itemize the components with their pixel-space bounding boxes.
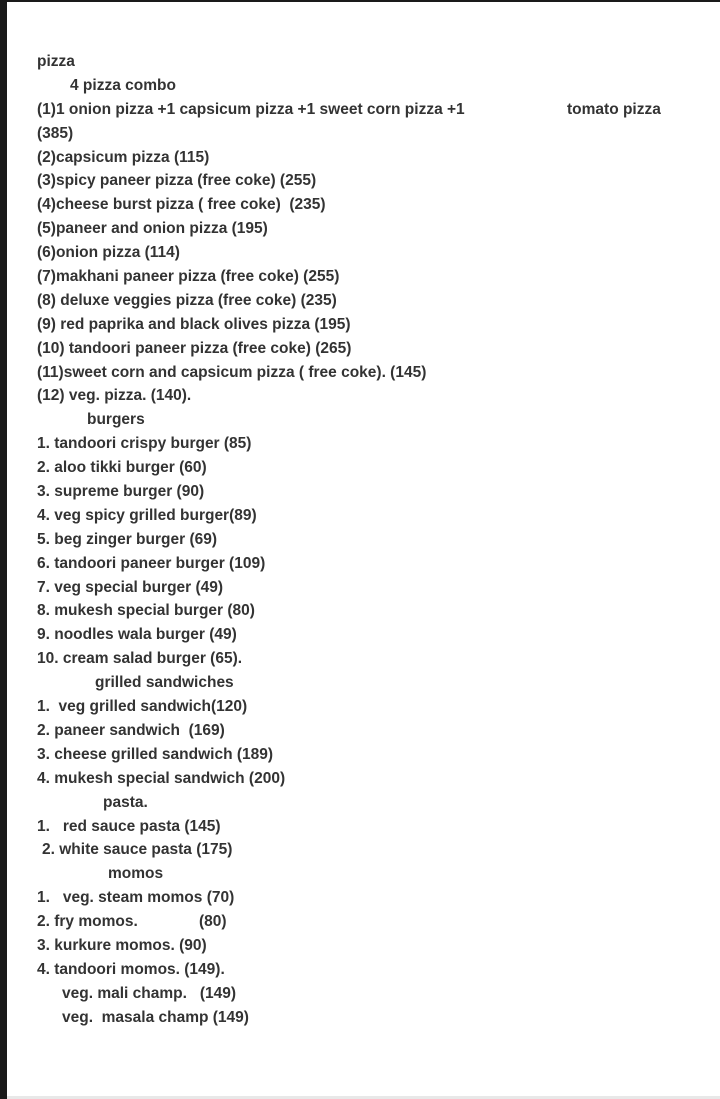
menu-item: 5. beg zinger burger (69) xyxy=(37,530,218,548)
menu-item: 9. noodles wala burger (49) xyxy=(37,626,237,644)
menu-item: (2)capsicum pizza (115) xyxy=(37,148,210,166)
menu-item: (9) red paprika and black olives pizza (195) xyxy=(37,315,351,333)
menu-item: 6. tandoori paneer burger (109) xyxy=(37,554,266,572)
subheading-pizza-combo: 4 pizza combo xyxy=(70,76,176,94)
menu-item: 1. veg grilled sandwich(120) xyxy=(37,698,248,716)
menu-item: 2. white sauce pasta (175) xyxy=(42,841,233,859)
menu-item: 1. red sauce pasta (145) xyxy=(37,817,221,835)
menu-item: 4. mukesh special sandwich (200) xyxy=(37,769,286,787)
menu-item: 2. fry momos. (80) xyxy=(0,910,720,934)
menu-item: (3)spicy paneer pizza (free coke) (255) xyxy=(37,172,317,190)
menu-item: (6)onion pizza (114) xyxy=(37,244,180,262)
menu-item: (10) tandoori paneer pizza (free coke) (265) xyxy=(37,339,352,357)
menu-item: 10. cream salad burger (65). xyxy=(37,650,243,668)
menu-item: 4. veg spicy grilled burger(89) xyxy=(37,506,257,524)
section-heading-momos: momos xyxy=(108,865,164,883)
menu-item: 3. supreme burger (90) xyxy=(37,483,205,501)
menu-item: 3. cheese grilled sandwich (189) xyxy=(37,745,274,763)
menu-item: (4)cheese burst pizza ( free coke) (235) xyxy=(37,196,326,214)
menu-item: 7. veg special burger (49) xyxy=(37,578,224,596)
section-heading-pasta: pasta. xyxy=(103,793,148,811)
menu-item: 3. kurkure momos. (90) xyxy=(37,936,207,954)
menu-item: (1)1 onion pizza +1 capsicum pizza +1 sweet corn pizza +1 tomato pizza xyxy=(0,98,720,122)
menu-item-price: (80) xyxy=(199,913,227,931)
menu-item: 4. tandoori momos. (149). xyxy=(37,960,225,978)
menu-item: 2. aloo tikki burger (60) xyxy=(37,459,207,477)
menu-item: 8. mukesh special burger (80) xyxy=(37,602,255,620)
menu-item: (5)paneer and onion pizza (195) xyxy=(37,220,268,238)
window-top-edge xyxy=(0,0,720,2)
menu-item: (8) deluxe veggies pizza (free coke) (235) xyxy=(37,291,337,309)
menu-item: (7)makhani paneer pizza (free coke) (255) xyxy=(37,268,340,286)
menu-item: (12) veg. pizza. (140). xyxy=(37,387,192,405)
menu-document xyxy=(0,50,720,1030)
section-heading-sandwiches: grilled sandwiches xyxy=(95,674,234,692)
menu-item-continuation: tomato pizza xyxy=(567,100,661,118)
menu-item: (11)sweet corn and capsicum pizza ( free coke). (145) xyxy=(37,363,427,381)
menu-item-price: (385) xyxy=(37,124,74,142)
section-heading-pizza: pizza xyxy=(37,53,75,70)
menu-item: 2. paneer sandwich (169) xyxy=(37,721,225,739)
menu-item: veg. mali champ. (149) xyxy=(62,984,237,1002)
menu-item: 1. tandoori crispy burger (85) xyxy=(37,435,252,453)
section-heading-burgers: burgers xyxy=(87,411,145,429)
menu-item: veg. masala champ (149) xyxy=(62,1008,249,1026)
menu-item: 1. veg. steam momos (70) xyxy=(37,889,235,907)
